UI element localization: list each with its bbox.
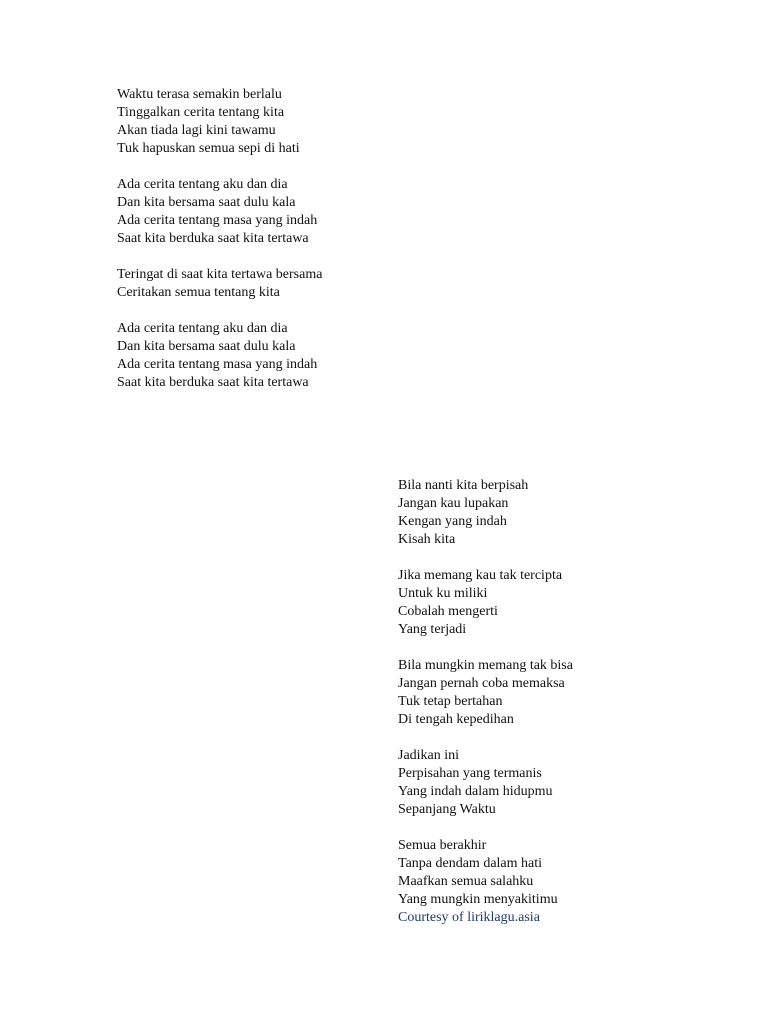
lyric-line: Bila nanti kita berpisah bbox=[398, 478, 529, 493]
lyric-line: Dan kita bersama saat dulu kala bbox=[117, 339, 296, 354]
lyric-line: Yang terjadi bbox=[398, 622, 467, 637]
stanza-2 bbox=[117, 176, 322, 248]
lyric-line: Untuk ku miliki bbox=[398, 586, 488, 601]
lyric-line: Perpisahan yang termanis bbox=[398, 766, 542, 781]
lyric-line: Yang indah dalam hidupmu bbox=[398, 784, 553, 799]
stanza-5 bbox=[398, 477, 573, 549]
lyric-line: Ceritakan semua tentang kita bbox=[117, 285, 280, 300]
lyric-line: Ada cerita tentang masa yang indah bbox=[117, 213, 318, 228]
lyric-line: Kisah kita bbox=[398, 532, 456, 547]
lyric-line: Jangan pernah coba memaksa bbox=[398, 676, 565, 691]
lyric-line: Ada cerita tentang aku dan dia bbox=[117, 177, 288, 192]
lyric-line: Akan tiada lagi kini tawamu bbox=[117, 123, 276, 138]
lyric-line: Saat kita berduka saat kita tertawa bbox=[117, 375, 309, 390]
lyric-line: Jadikan ini bbox=[398, 748, 460, 763]
stanza-4 bbox=[117, 320, 322, 392]
lyric-line: Tanpa dendam dalam hati bbox=[398, 856, 543, 871]
courtesy-credit: Courtesy of liriklagu.asia bbox=[398, 910, 540, 925]
lyric-line: Waktu terasa semakin berlalu bbox=[117, 87, 282, 102]
lyric-line: Di tengah kepedihan bbox=[398, 712, 514, 727]
lyric-line: Cobalah mengerti bbox=[398, 604, 498, 619]
stanza-6 bbox=[398, 567, 573, 639]
lyric-line: Kengan yang indah bbox=[398, 514, 507, 529]
lyric-line: Dan kita bersama saat dulu kala bbox=[117, 195, 296, 210]
lyric-line: Jangan kau lupakan bbox=[398, 496, 509, 511]
stanza-3 bbox=[117, 266, 322, 302]
lyric-line: Tuk tetap bertahan bbox=[398, 694, 503, 709]
lyric-line: Yang mungkin menyakitimu bbox=[398, 892, 558, 907]
lyric-line: Sepanjang Waktu bbox=[398, 802, 496, 817]
stanza-9 bbox=[398, 837, 573, 927]
lyric-line: Ada cerita tentang masa yang indah bbox=[117, 357, 318, 372]
stanza-1 bbox=[117, 86, 322, 158]
lyrics-left-column bbox=[117, 86, 322, 410]
lyric-line: Teringat di saat kita tertawa bersama bbox=[117, 267, 323, 282]
lyric-line: Semua berakhir bbox=[398, 838, 487, 853]
stanza-7 bbox=[398, 657, 573, 729]
lyric-line: Bila mungkin memang tak bisa bbox=[398, 658, 573, 673]
lyrics-right-column bbox=[398, 477, 573, 945]
lyric-line: Tuk hapuskan semua sepi di hati bbox=[117, 141, 300, 156]
lyric-line: Saat kita berduka saat kita tertawa bbox=[117, 231, 309, 246]
lyric-line: Jika memang kau tak tercipta bbox=[398, 568, 563, 583]
stanza-8 bbox=[398, 747, 573, 819]
lyric-line: Ada cerita tentang aku dan dia bbox=[117, 321, 288, 336]
lyric-line: Tinggalkan cerita tentang kita bbox=[117, 105, 285, 120]
lyric-line: Maafkan semua salahku bbox=[398, 874, 534, 889]
